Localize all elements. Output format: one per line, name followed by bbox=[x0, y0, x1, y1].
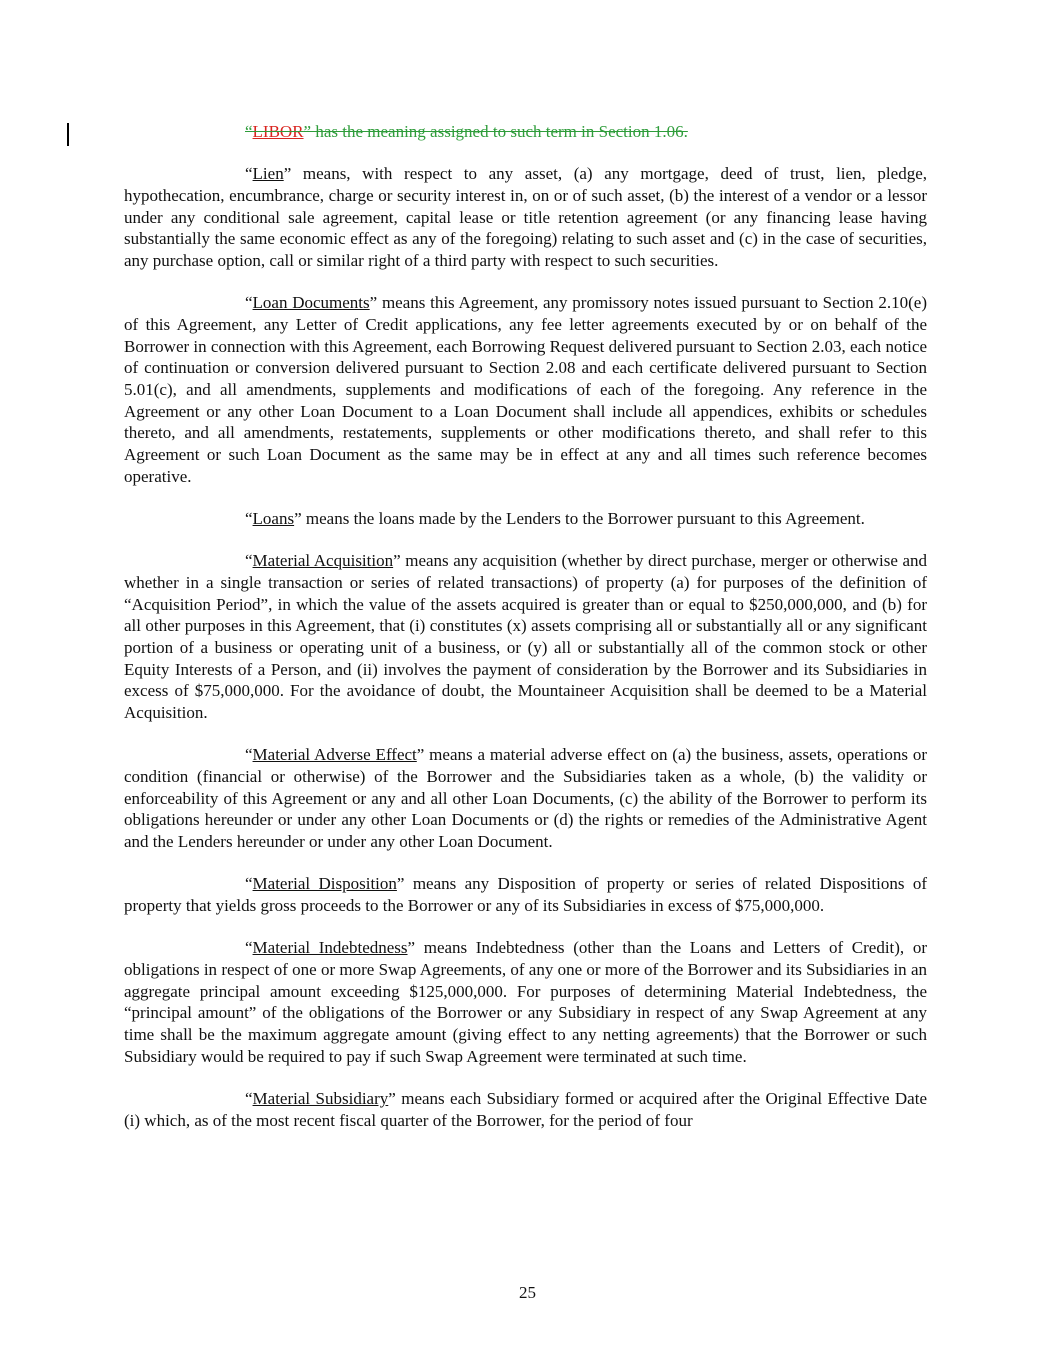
definition-text: ” means Indebtedness (other than the Loans and Letters of Credit), or obligations in respect of one or more Swap Agreements, of any one or more of the Borrower and its Subsidiaries in an aggregate principal amount exceeding $125,000,000. For purposes of determining Material Indebtedness, the “principal amount” of the obligations of the Borrower or any Subsidiary in respect of any Swap Agreement at any time shall be the maximum aggregate amount (giving effect to any netting agreements) that the Borrower or such Subsidiary would be required to pay if such Swap Agreement were terminated at such time. bbox=[124, 938, 927, 1066]
defined-term: Material Indebtedness bbox=[252, 938, 408, 958]
deleted-rest: ” has the meaning assigned to such term in Section 1.06. bbox=[303, 122, 688, 141]
defined-term: Loan Documents bbox=[252, 293, 370, 313]
definition-text: ” means any Disposition of property or series of related Dispositions of property that yields gross proceeds to the Borrower or any of its Subsidiaries in excess of $75,000,000. bbox=[124, 874, 928, 916]
definition-loans: “Loans” means the loans made by the Lenders to the Borrower pursuant to this Agreement. bbox=[245, 509, 865, 529]
deleted-term: LIBOR bbox=[252, 122, 304, 141]
revision-change-bar bbox=[67, 123, 69, 146]
deleted-open-quote: “ bbox=[245, 122, 253, 141]
definition-text: ” means, with respect to any asset, (a) any mortgage, deed of trust, lien, pledge, hypothecation, encumbrance, charge or security interest in, on or of such asset, (b) the interest of a vendor or a lessor under any conditional sale agreement, capital lease or title retention agreement (or any financing lease having substantially the same economic effect as any of the foregoing) relating to such asset and (c) in the case of securities, any purchase option, call or similar right of a third party with respect to such securities. bbox=[124, 164, 927, 271]
definition-text: ” means the loans made by the Lenders to the Borrower pursuant to this Agreement. bbox=[294, 509, 865, 529]
defined-term: Material Adverse Effect bbox=[252, 745, 417, 765]
definition-material-acquisition: “Material Acquisition” means any acquisition (whether by direct purchase, merger or otherwise and whether in a single transaction or series of related transactions) of property (a) for purposes of the definition of “Acquisition Period”, in which the value of the assets acquired is greater than or equal to $250,000,000, and (b) for all other purposes in this Agreement, that (i) constitutes (x) assets comprising all or substantially all or any significant portion of a business or operating unit of a business, or (y) all or substantially all of the common stock or other Equity Interests of a Person, and (ii) involves the payment of consideration by the Borrower and its Subsidiaries in excess of $75,000,000. For the avoidance of doubt, the Mountaineer Acquisition shall be deemed to be a Material Acquisition. bbox=[124, 551, 927, 723]
definition-text: ” means a material adverse effect on (a) the business, assets, operations or condition (financial or otherwise) of the Borrower and the Subsidiaries taken as a whole, (b) the validity or enforceability of this Agreement or any and all other Loan Documents, (c) the ability of the Borrower to perform its obligations hereunder or under any other Loan Documents or (d) the rights or remedies of the Administrative Agent and the Lenders hereunder or under any other Loan Document. bbox=[124, 745, 927, 852]
defined-term: Material Subsidiary bbox=[252, 1089, 389, 1109]
deleted-definition-libor bbox=[124, 121, 927, 143]
definition-text: ” means each Subsidiary formed or acquired after the Original Effective Date (i) which, as of the most recent fiscal quarter of the Borrower, for the period of four bbox=[124, 1089, 927, 1130]
defined-term: Lien bbox=[252, 164, 284, 184]
definition-text: ” means this Agreement, any promissory notes issued pursuant to Section 2.10(e) of this Agreement, any Letter of Credit applications, any fee letter agreements executed by or on behalf of the Borrower in connection with this Agreement, each Borrowing Request delivered pursuant to Section 2.03, each notice of continuation or conversion delivered pursuant to Section 2.08 and each certificate delivered pursuant to Section 5.01(c), and all amendments, supplements and modifications of each of the foregoing. Any reference in the Agreement or any other Loan Document to a Loan Document shall include all appendices, exhibits or schedules thereto, and all amendments, restatements, supplements or other modifications thereto, and shall refer to this Agreement or such Loan Document as the same may be in effect at any and all times such reference becomes operative. bbox=[124, 293, 927, 486]
definition-loan-documents: “Loan Documents” means this Agreement, any promissory notes issued pursuant to Section 2.10(e) of this Agreement, any Letter of Credit applications, any fee letter agreements executed by or on behalf of the Borrower in connection with this Agreement, each Borrowing Request delivered pursuant to Section 2.03, each notice of continuation or conversion delivered pursuant to Section 2.08 and each certificate delivered pursuant to Section 5.01(c), and all amendments, supplements and modifications of each of the foregoing. Any reference in the Agreement or any other Loan Document to a Loan Document shall include all appendices, exhibits or schedules thereto, and all amendments, restatements, supplements or other modifications thereto, and shall refer to this Agreement or such Loan Document as the same may be in effect at any and all times such reference becomes operative. bbox=[124, 293, 927, 486]
defined-term: Material Acquisition bbox=[252, 551, 394, 571]
defined-term: Loans bbox=[252, 509, 295, 529]
page-number: 25 bbox=[519, 1283, 536, 1302]
defined-term: Material Disposition bbox=[252, 874, 397, 894]
definition-text: ” means any acquisition (whether by direct purchase, merger or otherwise and whether in a single transaction or series of related transactions) of property (a) for purposes of the definition of “Acquisition Period”, in which the value of the assets acquired is greater than or equal to $250,000,000, and (b) for all other purposes in this Agreement, that (i) constitutes (x) assets comprising all or substantially all or any significant portion of a business or operating unit of a business, or (y) all or substantially all of the common stock or other Equity Interests of a Person, and (ii) involves the payment of consideration by the Borrower and its Subsidiaries in excess of $75,000,000. For the avoidance of doubt, the Mountaineer Acquisition shall be deemed to be a Material Acquisition. bbox=[124, 551, 927, 723]
definition-material-disposition: “Material Disposition” means any Disposition of property or series of related Dispositions of property that yields gross proceeds to the Borrower or any of its Subsidiaries in excess of $75,000,000. bbox=[124, 874, 928, 916]
definition-material-adverse-effect: “Material Adverse Effect” means a material adverse effect on (a) the business, assets, operations or condition (financial or otherwise) of the Borrower and the Subsidiaries taken as a whole, (b) the validity or enforceability of this Agreement or any and all other Loan Documents, (c) the ability of the Borrower to perform its obligations hereunder or under any other Loan Documents or (d) the rights or remedies of the Administrative Agent and the Lenders hereunder or under any other Loan Document. bbox=[124, 745, 927, 852]
definition-material-indebtedness: “Material Indebtedness” means Indebtedness (other than the Loans and Letters of Credit), or obligations in respect of one or more Swap Agreements, of any one or more of the Borrower and its Subsidiaries in an aggregate principal amount exceeding $125,000,000. For purposes of determining Material Indebtedness, the “principal amount” of the obligations of the Borrower or any Subsidiary in respect of any Swap Agreement at any time shall be the maximum aggregate amount (giving effect to any netting agreements) that the Borrower or such Subsidiary would be required to pay if such Swap Agreement were terminated at such time. bbox=[124, 938, 927, 1066]
definition-material-subsidiary: “Material Subsidiary” means each Subsidiary formed or acquired after the Original Effective Date (i) which, as of the most recent fiscal quarter of the Borrower, for the period of four bbox=[124, 1089, 927, 1130]
definition-lien: “Lien” means, with respect to any asset, (a) any mortgage, deed of trust, lien, pledge, hypothecation, encumbrance, charge or security interest in, on or of such asset, (b) the interest of a vendor or a lessor under any conditional sale agreement, capital lease or title retention agreement (or any financing lease having substantially the same economic effect as any of the foregoing) relating to such asset and (c) in the case of securities, any purchase option, call or similar right of a third party with respect to such securities. bbox=[124, 164, 927, 271]
document-page bbox=[124, 121, 927, 1152]
